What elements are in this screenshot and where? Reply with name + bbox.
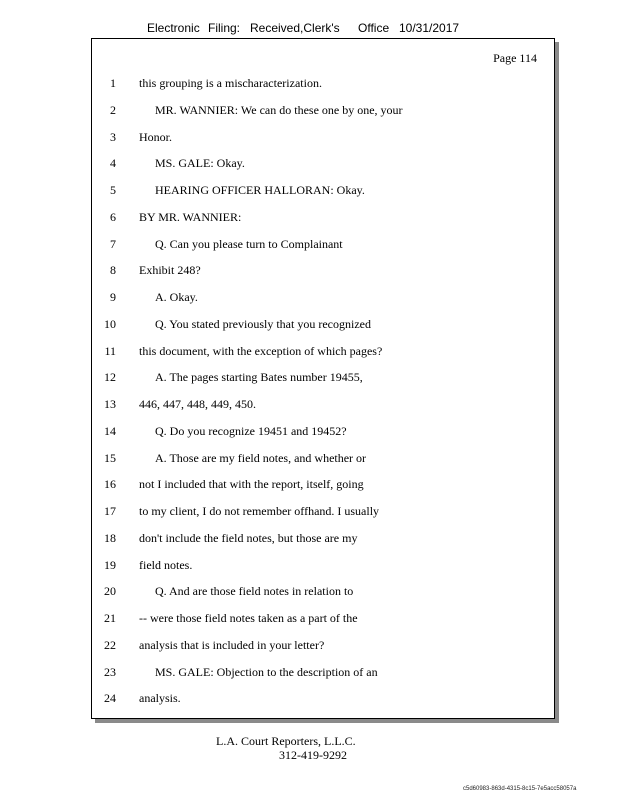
transcript-line [92, 636, 554, 654]
line-number: 10 [104, 316, 116, 331]
transcript-line [92, 609, 554, 627]
line-number: 22 [104, 637, 116, 652]
line-text: 446, 447, 448, 449, 450. [139, 397, 256, 411]
line-text: analysis. [139, 691, 181, 706]
line-number: 4 [110, 156, 116, 171]
line-text: Exhibit 248? [139, 263, 201, 278]
line-number: 11 [104, 343, 116, 358]
line-number: 5 [110, 183, 116, 197]
line-text: Q. You stated previously that you recognized [155, 316, 371, 331]
transcript-line [92, 342, 554, 360]
line-number: 15 [104, 450, 116, 465]
header-received: Received,Clerk's [250, 21, 340, 35]
line-number: 1 [110, 76, 116, 90]
transcript-line [92, 475, 554, 493]
transcript-line [92, 128, 554, 146]
line-text: MR. WANNIER: We can do these one by one, your [155, 102, 403, 117]
line-number: 8 [110, 263, 116, 278]
line-number: 14 [104, 423, 116, 438]
line-text: Q. And are those field notes in relation to [155, 584, 354, 599]
line-text: Honor. [139, 129, 172, 144]
transcript-line [92, 529, 554, 547]
transcript-line [92, 422, 554, 440]
header-filing: Filing: [208, 21, 241, 35]
transcript-line [92, 235, 554, 253]
line-text: this grouping is a mischaracterization. [139, 76, 322, 90]
line-text: HEARING OFFICER HALLORAN: Okay. [155, 183, 365, 197]
line-number: 12 [104, 370, 116, 385]
header-date: 10/31/2017 [399, 21, 460, 35]
footer-phone: 312-419-9292 [279, 748, 347, 762]
transcript-line [92, 101, 554, 119]
line-text: A. The pages starting Bates number 19455, [155, 370, 363, 385]
line-text: BY MR. WANNIER: [139, 209, 242, 224]
transcript-line [92, 556, 554, 574]
transcript-line [92, 154, 554, 172]
line-number: 3 [110, 129, 116, 144]
transcript-line [92, 288, 554, 306]
line-number: 19 [104, 557, 116, 572]
line-text: to my client, I do not remember offhand. I usually [139, 504, 380, 518]
transcript-line [92, 208, 554, 226]
transcript-page [91, 38, 555, 719]
footer-company: L.A. Court Reporters, L.L.C. [216, 734, 356, 748]
transcript-line [92, 368, 554, 386]
line-text: don't include the field notes, but those are my [139, 530, 358, 545]
transcript-line [92, 663, 554, 681]
line-text: MS. GALE: Objection to the description of an [155, 664, 378, 679]
header-electronic: Electronic [147, 21, 200, 35]
line-number: 2 [110, 102, 116, 117]
line-text: MS. GALE: Okay. [155, 156, 245, 171]
line-text: field notes. [139, 557, 193, 572]
line-text: not I included that with the report, itself, going [139, 477, 364, 492]
transcript-line [92, 74, 554, 92]
header-office: Office [358, 21, 390, 35]
line-number: 21 [104, 611, 116, 625]
transcript-line [92, 315, 554, 333]
line-number: 23 [104, 664, 116, 679]
line-number: 20 [104, 584, 116, 599]
transcript-line [92, 582, 554, 600]
filing-header [0, 21, 618, 37]
line-number: 16 [104, 477, 116, 492]
line-number: 7 [110, 236, 116, 251]
transcript-line [92, 502, 554, 520]
line-text: A. Those are my field notes, and whether or [155, 450, 367, 465]
transcript-line [92, 449, 554, 467]
line-text: Q. Do you recognize 19451 and 19452? [155, 423, 347, 438]
line-number: 6 [110, 209, 116, 224]
line-text: -- were those field notes taken as a part of the [139, 611, 358, 625]
transcript-line [92, 689, 554, 707]
line-text: A. Okay. [155, 290, 198, 304]
line-number: 9 [110, 290, 116, 304]
page-number: Page 114 [493, 51, 537, 65]
line-number: 24 [104, 691, 116, 706]
transcript-line [92, 395, 554, 413]
line-text: Q. Can you please turn to Complainant [155, 236, 343, 251]
line-text: this document, with the exception of which pages? [139, 343, 383, 358]
line-text: analysis that is included in your letter? [139, 637, 325, 652]
line-number: 13 [104, 397, 116, 411]
line-number: 17 [104, 504, 116, 518]
document-id: c5d60983-863d-4315-8c15-7e5acc58057a [463, 786, 577, 792]
transcript-line [92, 261, 554, 279]
transcript-line [92, 181, 554, 199]
line-number: 18 [104, 530, 116, 545]
